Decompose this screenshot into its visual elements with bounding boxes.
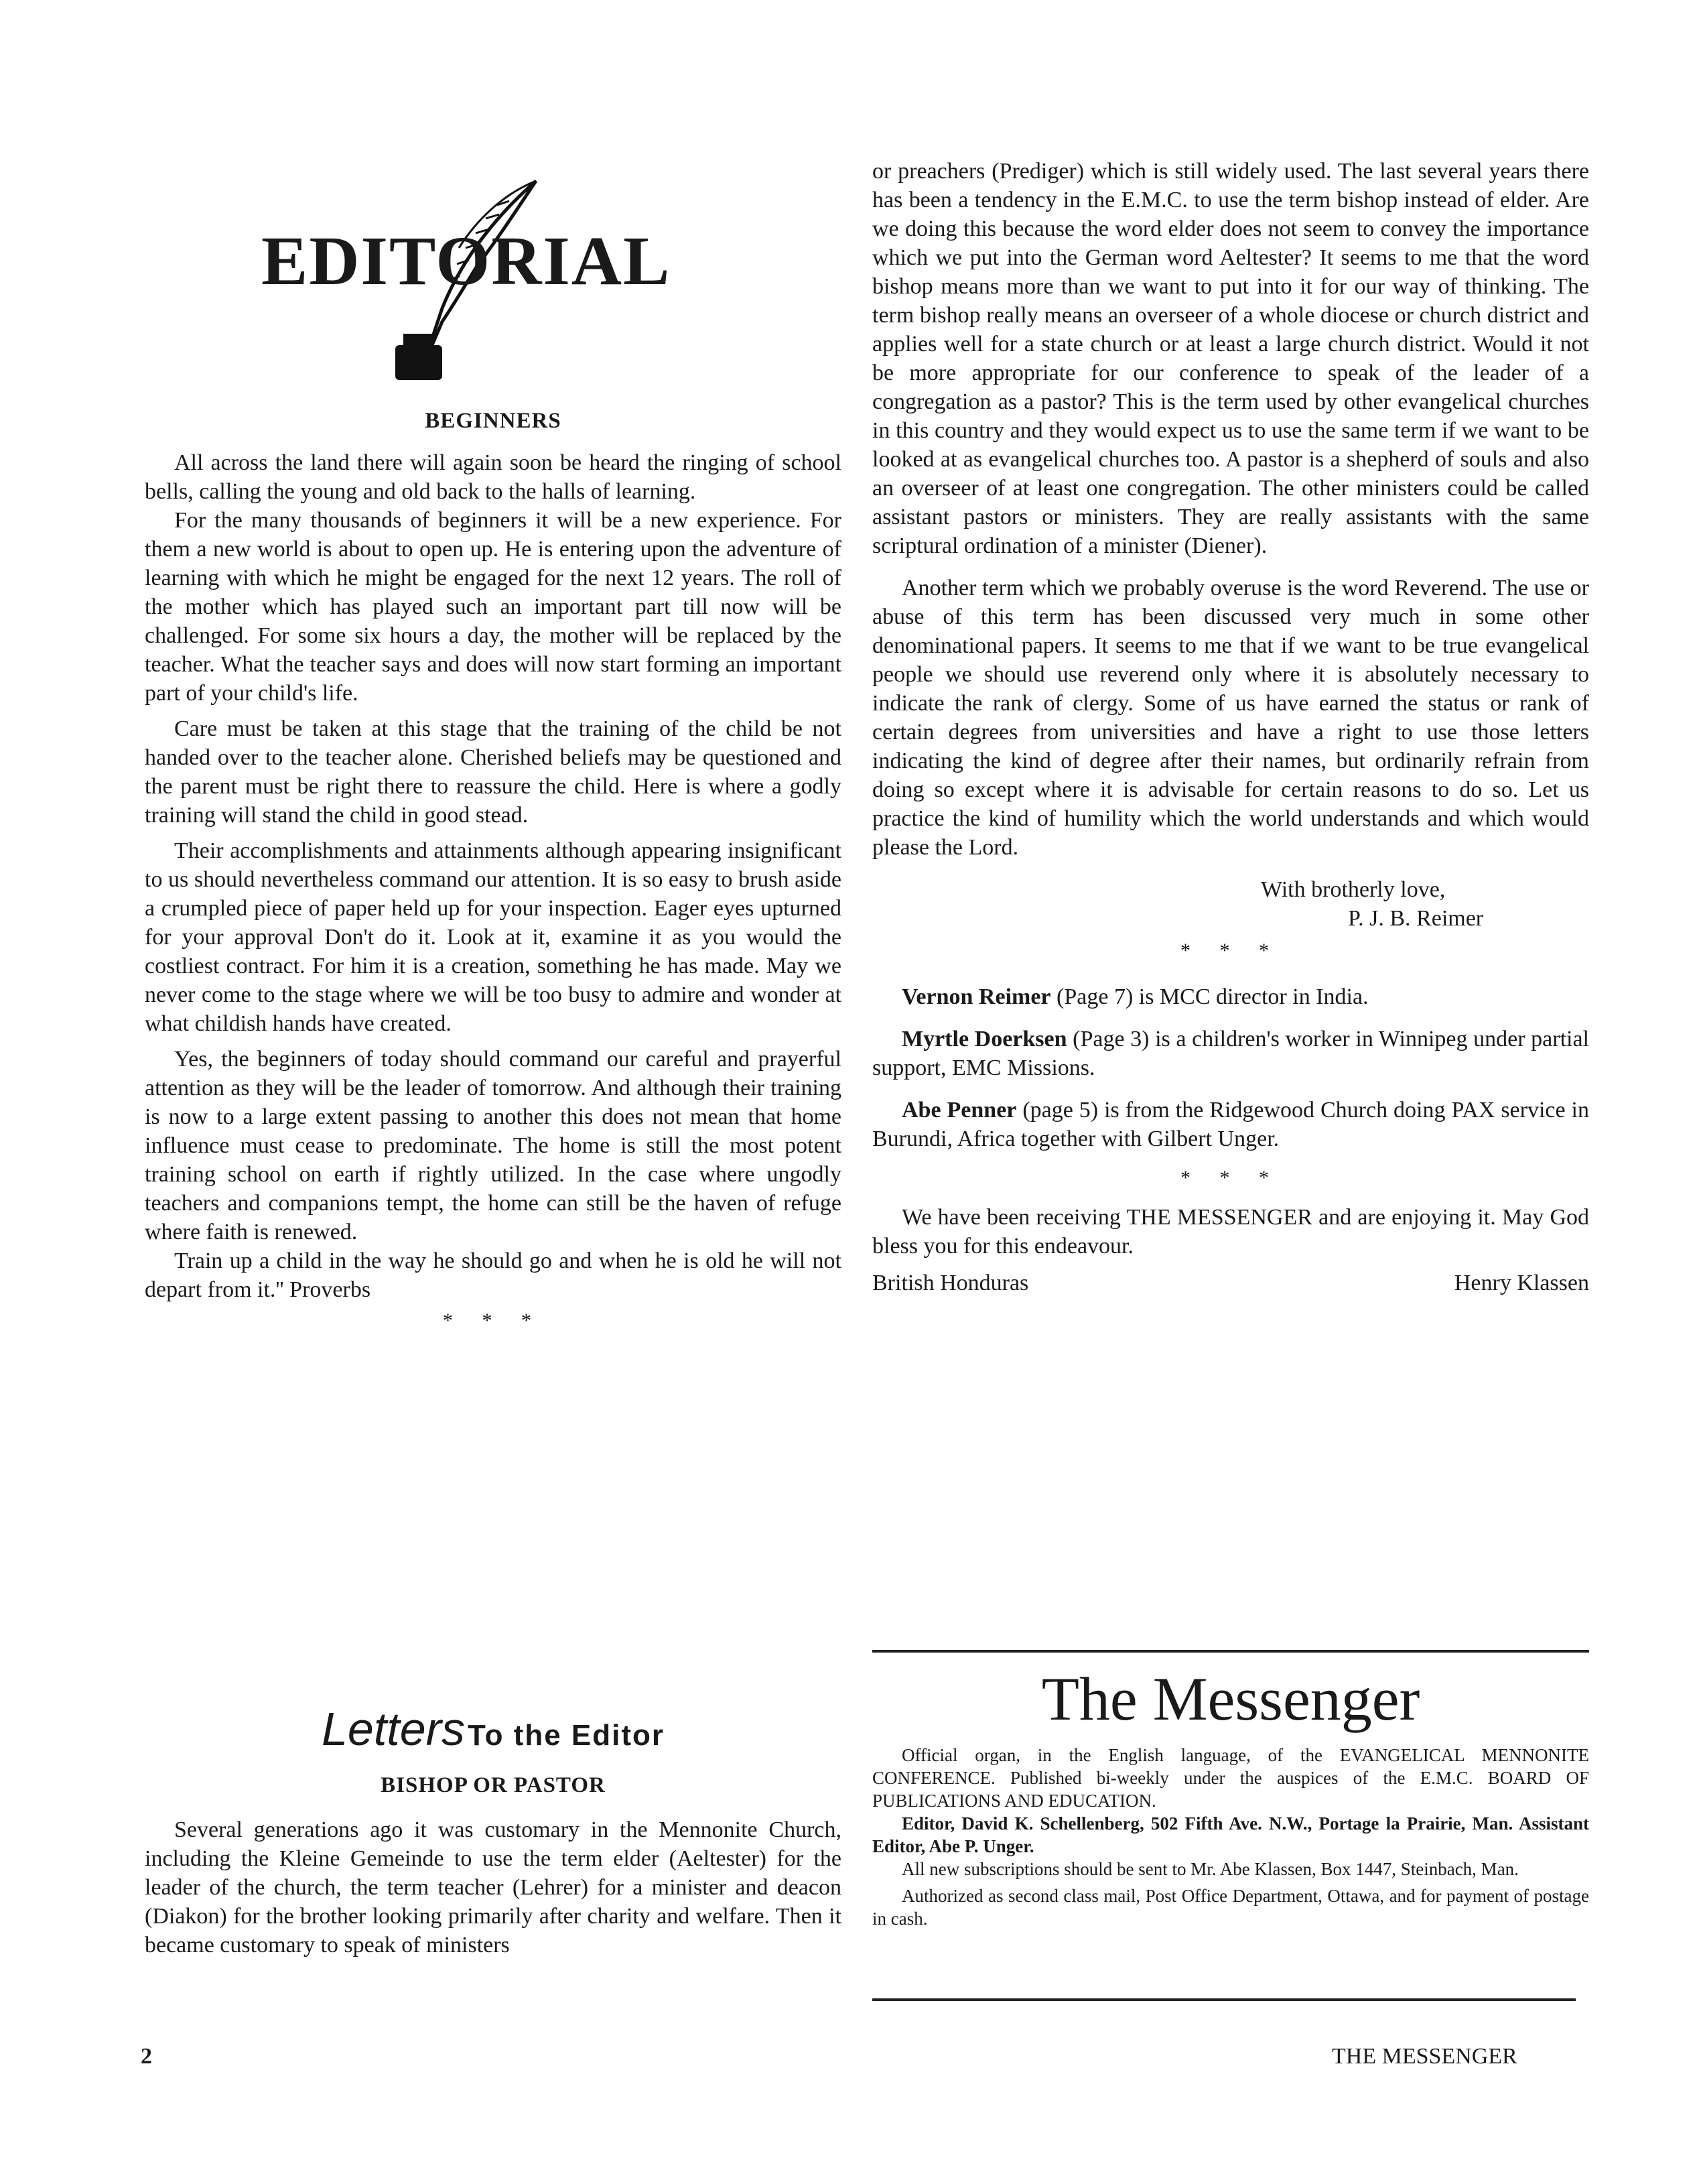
contributor-note [872,1096,1589,1153]
contributor-name: Myrtle Doerksen [902,1027,1067,1051]
masthead-top-rule [872,1650,1589,1653]
editorial-header [121,154,697,382]
masthead-text: Official organ, in the English language, of the EVANGELICAL MENNONITE CONFERENCE. Published bi-weekly under the auspices of the E.M.C. BOARD OF PUBLICATIONS AND EDUCATION. [872,1745,1589,1811]
letter-paragraph-continued: or preachers (Prediger) which is still widely used. The last several years there has been a tendency in the E.M.C. to use the term bishop instead of elder. Are we doing this because the word elder does not seem to convey the importance which we put into the German word Aeltester? It seems to me that the word bishop means more than we want to put into it for our way of thinking. The term bishop really means an overseer of a whole diocese or church district and applies well for a state church or at least a large church district. Would it not be more appropriate for our conference to speak of the leader of a congregation as a pastor? This is the term used by other evangelical churches in this country and they would expect us to use the same term if we want to be looked at as evangelical churches too. A pastor is a shepherd of souls and also an overseer of at least one congregation. The other ministers could be called assistant pastors or ministers. They are really assistants with the same scriptural ordination of a minister (Diener). [872,159,1589,558]
contributor-name: Vernon Reimer [902,984,1051,1009]
masthead-text: Authorized as second class mail, Post Office Department, Ottawa, and for payment of postage in cash. [872,1886,1589,1929]
editorial-paragraph: Care must be taken at this stage that the training of the child be not handed over to the teacher alone. Cherished beliefs may be questioned and the parent must be right there to reassure the child. Here is where a godly training will stand the child in good stead. [145,716,841,828]
masthead-bottom-rule [872,1998,1576,2001]
contributor-note [872,982,1589,1011]
masthead [872,1662,1589,1930]
contributor-text: (Page 3) is a children's worker in Winnipeg under partial support, EMC Missions. [872,1027,1590,1080]
separator-stars: * * * [1180,940,1281,962]
section-title: BEGINNERS [425,409,561,433]
contributor-note [872,1025,1589,1082]
page-number: 2 [141,2044,152,2069]
editorial-paragraph: All across the land there will again soon be heard the ringing of school bells, calling the young and old back to the halls of learning. [145,450,841,504]
separator-stars: * * * [443,1309,543,1332]
separator-stars: * * * [1180,1167,1281,1189]
footer-publication: THE MESSENGER [1332,2044,1517,2069]
editorial-paragraph: Their accomplishments and attainments although appearing insignificant to us should nevertheless command our attention. It is so easy to brush aside a crumpled piece of paper held up for your inspection. Eager eyes upturned for your approval Don't do it. Look at it, examine it as you would the costliest contract. For him it is a creation, something he has made. May we never come to the stage where we will be too busy to admire and wonder at what childish hands have created. [145,838,841,1036]
editorial-paragraph: Train up a child in the way he should go and when he is old he will not depart from it.'' Proverbs [145,1248,841,1302]
letters-title-rest: To the Editor [467,1719,665,1752]
masthead-title: The Messenger [1041,1665,1420,1733]
editorial-paragraph: For the many thousands of beginners it will be a new experience. For them a new world is about to open up. He is entering upon the adventure of learning with which he might be engaged for the next 12 years. The roll of the mother which has played such an important part till now will be challenged. For some six hours a day, the mother will be replaced by the teacher. What the teacher says and does will now start forming an important part of your child's life. [145,508,841,706]
letter-signature: P. J. B. Reimer [1348,906,1484,931]
letter-paragraph: Another term which we probably overuse is the word Reverend. The use or abuse of this term has been discussed very much in some other denominational papers. It seems to me that if we want to be true evangelical people we should use reverend only where it is absolutely necessary to indicate the rank of clergy. Some of us have earned the status or rank of certain degrees from universities and have a right to use those letters indicating the kind of degree after their names, but ordinarily refrain from doing so except where it is advisable for certain reasons to do so. Let us practice the kind of humility which the world understands and which would please the Lord. [872,576,1589,860]
masthead-text: All new subscriptions should be sent to Mr. Abe Klassen, Box 1447, Steinbach, Man. [902,1859,1519,1879]
contributor-text: (page 5) is from the Ridgewood Church doing PAX service in Burundi, Africa together with Gilbert Unger. [872,1098,1589,1151]
contributor-text: (Page 7) is MCC director in India. [1057,984,1369,1009]
reader-letter-sign [872,1269,1589,1297]
letter-closing: With brotherly love, [1261,877,1446,902]
letters-title [145,1702,841,1756]
letters-title-script: Letters [321,1703,465,1755]
letters-subtitle: BISHOP OR PASTOR [381,1773,606,1797]
editorial-title: EDITORIAL [261,222,671,300]
editorial-paragraph: Yes, the beginners of today should command our careful and prayerful attention as they will be the leader of tomorrow. And although their training is now to a large extent passing to another this does not mean that home influence must cease to predominate. The home is still the most potent training school on earth if rightly utilized. In the case where ungodly teachers and companions tempt, the home can still be the haven of refuge where faith is renewed. [145,1047,841,1244]
reader-letter: We have been receiving THE MESSENGER and are enjoying it. May God bless you for this endeavour. [872,1205,1589,1259]
masthead-text: Editor, David K. Schellenberg, 502 Fifth Ave. N.W., Portage la Prairie, Man. Assistant Editor, Abe P. Unger. [872,1813,1589,1856]
reader-letter-place: British Honduras [872,1271,1029,1295]
reader-letter-author: Henry Klassen [1454,1271,1589,1295]
contributor-name: Abe Penner [902,1098,1017,1122]
letter-paragraph: Several generations ago it was customary in the Mennonite Church, including the Kleine Gemeinde to use the term elder (Aeltester) for the leader of the church, the term teacher (Lehrer) for a minister and deacon (Diakon) for the brother looking primarily after charity and welfare. Then it became customary to speak of ministers [145,1817,841,1957]
